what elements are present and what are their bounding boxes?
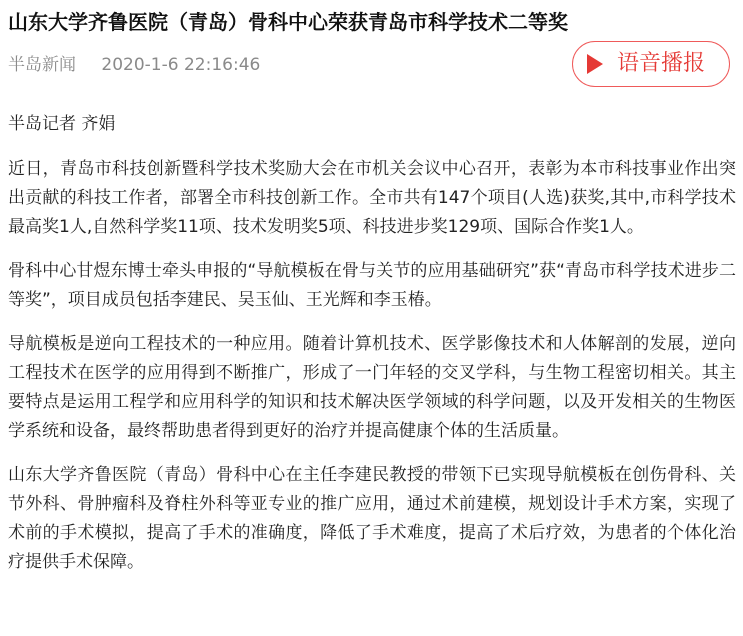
article-paragraph-1: 近日，青岛市科技创新暨科学技术奖励大会在市机关会议中心召开，表彰为本市科技事业作出突出贡献的科技工作者，部署全市科技创新工作。全市共有147个项目(人选)获奖,其中,市科学技术最高奖1人,自然科学奖11项、技术发明奖5项、科技进步奖129项、国际合作奖1人。 <box>8 159 736 237</box>
article-byline: 半岛记者 齐娟 <box>8 114 116 134</box>
article-paragraph-3: 导航模板是逆向工程技术的一种应用。随着计算机技术、医学影像技术和人体解剖的发展，逆向工程技术在医学的应用得到不断推广，形成了一门年轻的交叉学科，与生物工程密切相关。其主要特点是运用工程学和应用科学的知识和技术解决医学领域的科学问题，以及开发相关的生物医学系统和设备，最终帮助患者得到更好的治疗并提高健康个体的生活质量。 <box>8 334 736 441</box>
article-meta <box>8 52 260 78</box>
article-datetime: 2020-1-6 22:16:46 <box>101 55 261 75</box>
article-body <box>8 108 736 592</box>
article-paragraph-4: 山东大学齐鲁医院（青岛）骨科中心在主任李建民教授的带领下已实现导航模板在创伤骨科、关节外科、骨肿瘤科及脊柱外科等亚专业的推广应用，通过术前建模，规划设计手术方案，实现了术前的手术模拟，提高了手术的准确度，降低了手术难度，提高了术后疗效，为患者的个体化治疗提供手术保障。 <box>8 465 736 572</box>
tts-button[interactable] <box>572 41 730 87</box>
article-paragraph-2: 骨科中心甘煜东博士牵头申报的“导航模板在骨与关节的应用基础研究”获“青岛市科学技术进步二等奖”，项目成员包括李建民、吴玉仙、王光辉和李玉椿。 <box>8 261 736 310</box>
article-source[interactable]: 半岛新闻 <box>8 55 76 75</box>
article-title: 山东大学齐鲁医院（青岛）骨科中心荣获青岛市科学技术二等奖 <box>8 10 568 34</box>
tts-label: 语音播报 <box>617 51 706 76</box>
play-icon <box>587 54 603 74</box>
